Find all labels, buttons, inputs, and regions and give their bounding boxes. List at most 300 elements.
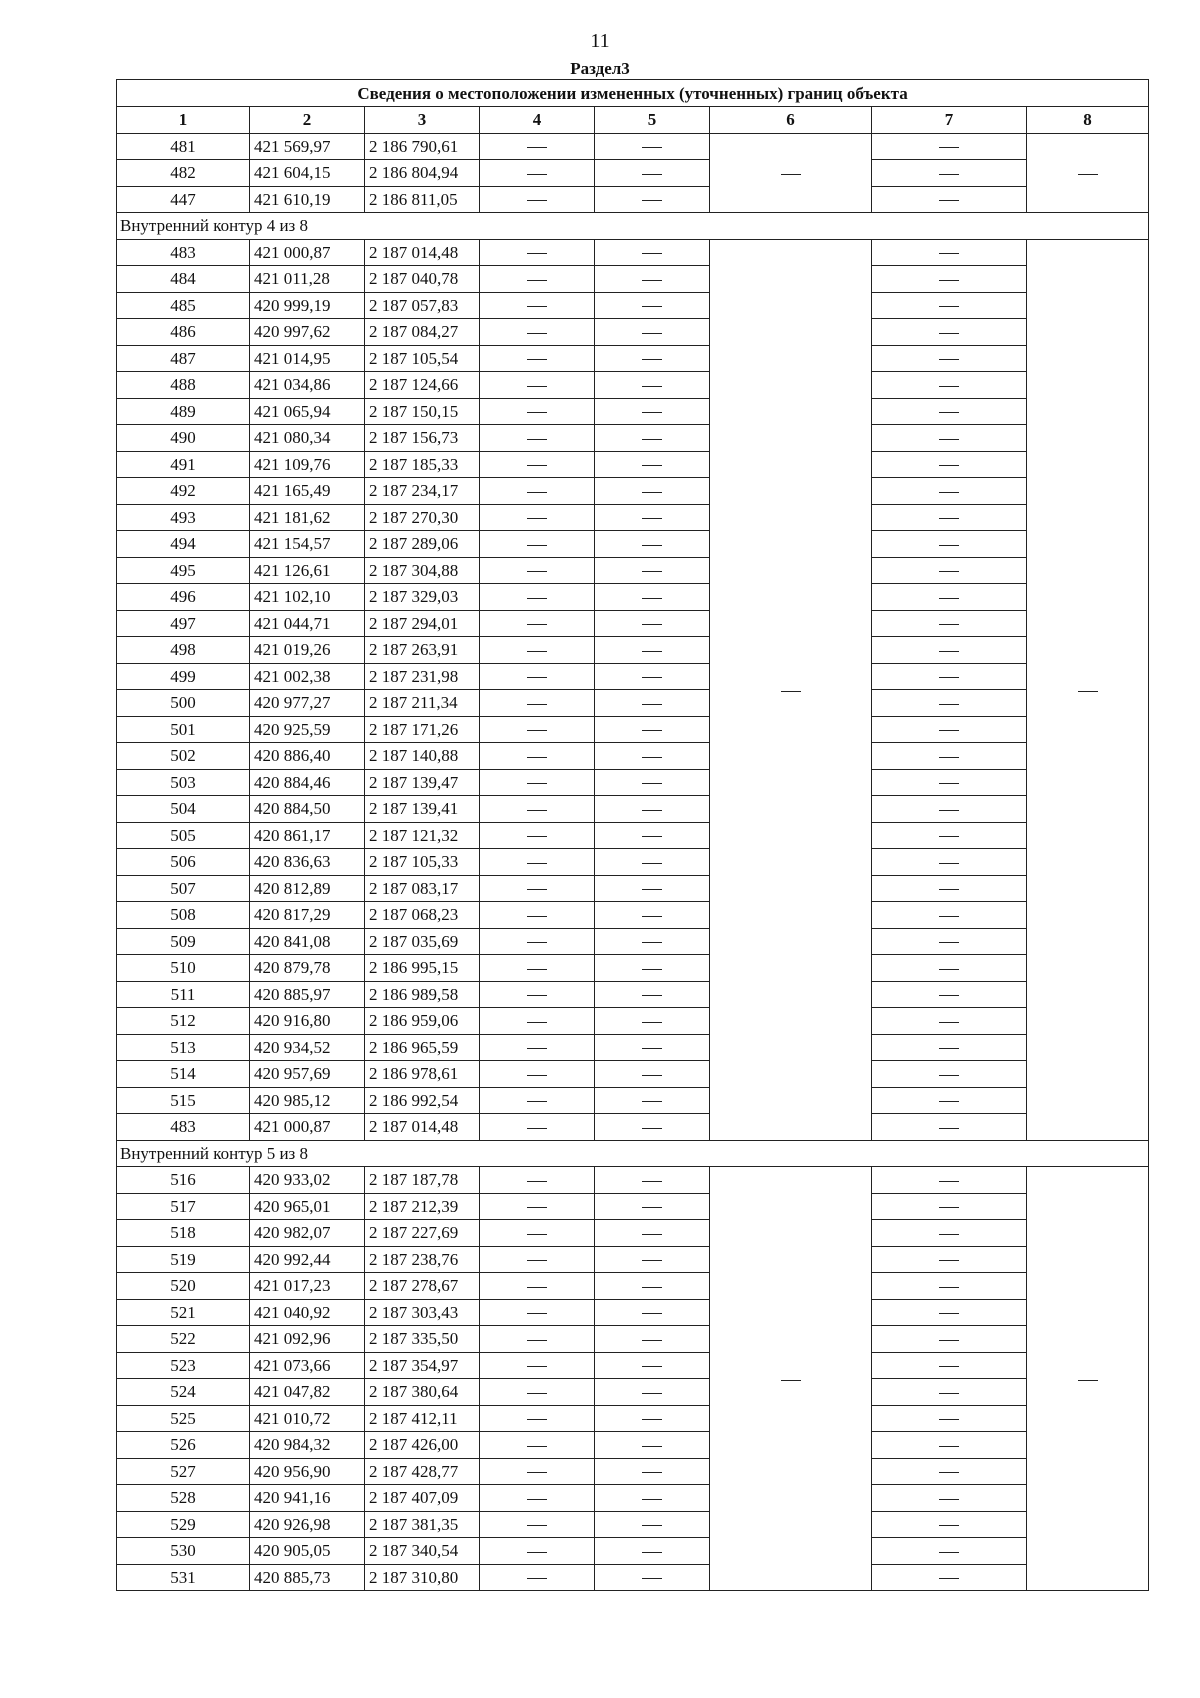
x-coordinate-cell: 420 956,90 [250, 1458, 365, 1485]
table-row [117, 1193, 1149, 1220]
y-coordinate-cell: 2 187 227,69 [365, 1220, 480, 1247]
dash-mark [527, 1022, 547, 1023]
empty-value-cell [480, 1564, 595, 1591]
point-number-cell: 487 [117, 345, 250, 372]
dash-mark [527, 783, 547, 784]
dash-mark [642, 1075, 662, 1076]
dash-mark [527, 386, 547, 387]
dash-mark [527, 465, 547, 466]
dash-mark [939, 810, 959, 811]
empty-value-cell [480, 398, 595, 425]
y-coordinate-cell: 2 187 231,98 [365, 663, 480, 690]
dash-mark [527, 1260, 547, 1261]
point-number-cell: 498 [117, 637, 250, 664]
y-coordinate-cell: 2 187 335,50 [365, 1326, 480, 1353]
empty-value-cell [595, 478, 710, 505]
column-header: 2 [250, 107, 365, 134]
dash-mark [939, 969, 959, 970]
y-coordinate-cell: 2 187 354,97 [365, 1352, 480, 1379]
empty-value-cell [872, 398, 1027, 425]
column-header: 6 [710, 107, 872, 134]
x-coordinate-cell: 421 000,87 [250, 239, 365, 266]
x-coordinate-cell: 420 861,17 [250, 822, 365, 849]
x-coordinate-cell: 420 916,80 [250, 1008, 365, 1035]
dash-mark [527, 1393, 547, 1394]
point-number-cell: 512 [117, 1008, 250, 1035]
empty-value-cell [480, 1034, 595, 1061]
empty-value-cell [480, 1352, 595, 1379]
x-coordinate-cell: 421 610,19 [250, 186, 365, 213]
empty-value-cell [480, 1167, 595, 1194]
dash-mark [1078, 174, 1098, 175]
empty-value-cell [872, 451, 1027, 478]
y-coordinate-cell: 2 187 185,33 [365, 451, 480, 478]
empty-value-cell [595, 319, 710, 346]
y-coordinate-cell: 2 187 014,48 [365, 239, 480, 266]
empty-value-cell [595, 451, 710, 478]
point-number-cell: 523 [117, 1352, 250, 1379]
point-number-cell: 481 [117, 133, 250, 160]
dash-mark [642, 492, 662, 493]
table-row [117, 398, 1149, 425]
point-number-cell: 447 [117, 186, 250, 213]
x-coordinate-cell: 420 965,01 [250, 1193, 365, 1220]
empty-value-cell [595, 1246, 710, 1273]
x-coordinate-cell: 420 992,44 [250, 1246, 365, 1273]
dash-mark [527, 1048, 547, 1049]
table-row [117, 1511, 1149, 1538]
table-row [117, 928, 1149, 955]
contour-header-row [117, 1140, 1149, 1167]
point-number-cell: 514 [117, 1061, 250, 1088]
x-coordinate-cell: 420 905,05 [250, 1538, 365, 1565]
y-coordinate-cell: 2 186 989,58 [365, 981, 480, 1008]
dash-mark [527, 942, 547, 943]
column-header: 7 [872, 107, 1027, 134]
point-number-cell: 493 [117, 504, 250, 531]
point-number-cell: 503 [117, 769, 250, 796]
dash-mark [642, 810, 662, 811]
empty-value-cell [595, 1564, 710, 1591]
x-coordinate-cell: 421 604,15 [250, 160, 365, 187]
empty-value-cell [480, 319, 595, 346]
empty-value-cell [595, 239, 710, 266]
dash-mark [642, 1287, 662, 1288]
dash-mark [527, 200, 547, 201]
y-coordinate-cell: 2 186 790,61 [365, 133, 480, 160]
empty-value-cell [480, 1299, 595, 1326]
dash-mark [939, 942, 959, 943]
dash-mark [939, 1207, 959, 1208]
dash-mark [527, 916, 547, 917]
dash-mark [527, 280, 547, 281]
x-coordinate-cell: 420 977,27 [250, 690, 365, 717]
dash-mark [1078, 1380, 1098, 1381]
empty-value-cell [595, 186, 710, 213]
table-row [117, 902, 1149, 929]
dash-mark [642, 518, 662, 519]
x-coordinate-cell: 421 000,87 [250, 1114, 365, 1141]
point-number-cell: 525 [117, 1405, 250, 1432]
point-number-cell: 507 [117, 875, 250, 902]
x-coordinate-cell: 421 044,71 [250, 610, 365, 637]
empty-value-cell [595, 584, 710, 611]
y-coordinate-cell: 2 187 303,43 [365, 1299, 480, 1326]
point-number-cell: 511 [117, 981, 250, 1008]
dash-mark [527, 1075, 547, 1076]
boundary-coordinates-table [116, 79, 1149, 1591]
dash-mark [642, 386, 662, 387]
dash-mark [642, 704, 662, 705]
dash-mark [527, 1181, 547, 1182]
table-row [117, 981, 1149, 1008]
table-row [117, 610, 1149, 637]
dash-mark [939, 704, 959, 705]
dash-mark [939, 1525, 959, 1526]
dash-mark [642, 995, 662, 996]
empty-value-cell [480, 955, 595, 982]
table-row [117, 637, 1149, 664]
dash-mark [642, 1366, 662, 1367]
x-coordinate-cell: 421 047,82 [250, 1379, 365, 1406]
empty-value-cell [595, 928, 710, 955]
dash-mark [527, 1472, 547, 1473]
point-number-cell: 519 [117, 1246, 250, 1273]
dash-mark [642, 1101, 662, 1102]
dash-mark [781, 691, 801, 692]
dash-mark [527, 545, 547, 546]
dash-mark [939, 1022, 959, 1023]
dash-mark [642, 1260, 662, 1261]
dash-mark [642, 306, 662, 307]
empty-value-cell [872, 1405, 1027, 1432]
dash-mark [527, 1552, 547, 1553]
dash-mark [939, 1048, 959, 1049]
point-number-cell: 518 [117, 1220, 250, 1247]
dash-mark [939, 518, 959, 519]
empty-value-cell [595, 1087, 710, 1114]
dash-mark [527, 624, 547, 625]
point-number-cell: 508 [117, 902, 250, 929]
point-number-cell: 526 [117, 1432, 250, 1459]
dash-mark [527, 757, 547, 758]
empty-value-cell [872, 1193, 1027, 1220]
x-coordinate-cell: 421 002,38 [250, 663, 365, 690]
dash-mark [642, 1393, 662, 1394]
empty-value-cell [595, 557, 710, 584]
y-coordinate-cell: 2 187 014,48 [365, 1114, 480, 1141]
table-row [117, 372, 1149, 399]
y-coordinate-cell: 2 187 238,76 [365, 1246, 480, 1273]
y-coordinate-cell: 2 187 407,09 [365, 1485, 480, 1512]
empty-value-cell [595, 1299, 710, 1326]
empty-value-cell [595, 1061, 710, 1088]
dash-mark [939, 1366, 959, 1367]
empty-value-cell [872, 504, 1027, 531]
dash-mark [642, 412, 662, 413]
dash-mark [642, 1234, 662, 1235]
table-row [117, 345, 1149, 372]
empty-value-cell [595, 610, 710, 637]
y-coordinate-cell: 2 187 289,06 [365, 531, 480, 558]
empty-value-cell [480, 1405, 595, 1432]
empty-value-cell [480, 531, 595, 558]
dash-mark [642, 598, 662, 599]
dash-mark [642, 1446, 662, 1447]
point-number-cell: 501 [117, 716, 250, 743]
dash-mark [781, 174, 801, 175]
point-number-cell: 483 [117, 239, 250, 266]
empty-value-cell [480, 1114, 595, 1141]
dash-mark [939, 1578, 959, 1579]
dash-mark [527, 677, 547, 678]
table-row [117, 319, 1149, 346]
empty-value-cell [872, 981, 1027, 1008]
empty-value-cell [872, 266, 1027, 293]
y-coordinate-cell: 2 187 150,15 [365, 398, 480, 425]
x-coordinate-cell: 420 886,40 [250, 743, 365, 770]
contour-label: Внутренний контур 4 из 8 [117, 213, 1149, 240]
y-coordinate-cell: 2 187 428,77 [365, 1458, 480, 1485]
empty-value-cell [595, 1008, 710, 1035]
table-row [117, 1379, 1149, 1406]
dash-mark [939, 916, 959, 917]
empty-value-cell [872, 1273, 1027, 1300]
empty-value-cell [595, 849, 710, 876]
empty-value-cell [480, 292, 595, 319]
empty-value-cell [595, 1352, 710, 1379]
section-title: Раздел3 [570, 59, 630, 78]
empty-value-cell [872, 345, 1027, 372]
dash-mark [642, 677, 662, 678]
dash-mark [642, 1313, 662, 1314]
point-number-cell: 502 [117, 743, 250, 770]
dash-mark [642, 359, 662, 360]
empty-value-cell [480, 1432, 595, 1459]
dash-mark [527, 412, 547, 413]
empty-value-cell [595, 981, 710, 1008]
empty-value-cell [872, 1379, 1027, 1406]
empty-value-cell [872, 875, 1027, 902]
y-coordinate-cell: 2 187 083,17 [365, 875, 480, 902]
point-number-cell: 513 [117, 1034, 250, 1061]
empty-value-cell [480, 1379, 595, 1406]
empty-value-cell [872, 557, 1027, 584]
empty-value-cell [480, 160, 595, 187]
empty-value-cell [480, 372, 595, 399]
empty-value-cell [872, 796, 1027, 823]
column-header: 1 [117, 107, 250, 134]
empty-value-cell [480, 1485, 595, 1512]
dash-mark [642, 439, 662, 440]
x-coordinate-cell: 421 034,86 [250, 372, 365, 399]
empty-value-cell [710, 239, 872, 1140]
dash-mark [527, 1578, 547, 1579]
empty-value-cell [595, 292, 710, 319]
point-number-cell: 482 [117, 160, 250, 187]
table-row [117, 1034, 1149, 1061]
y-coordinate-cell: 2 186 995,15 [365, 955, 480, 982]
y-coordinate-cell: 2 186 959,06 [365, 1008, 480, 1035]
empty-value-cell [872, 928, 1027, 955]
dash-mark [1078, 691, 1098, 692]
point-number-cell: 504 [117, 796, 250, 823]
dash-mark [642, 147, 662, 148]
y-coordinate-cell: 2 187 294,01 [365, 610, 480, 637]
table-caption: Сведения о местоположении измененных (уточненных) границ объекта [117, 80, 1149, 107]
dash-mark [939, 1499, 959, 1500]
table-row [117, 160, 1149, 187]
dash-mark [527, 571, 547, 572]
empty-value-cell [480, 902, 595, 929]
x-coordinate-cell: 420 997,62 [250, 319, 365, 346]
empty-value-cell [872, 769, 1027, 796]
dash-mark [642, 280, 662, 281]
x-coordinate-cell: 421 011,28 [250, 266, 365, 293]
x-coordinate-cell: 420 982,07 [250, 1220, 365, 1247]
empty-value-cell [595, 1193, 710, 1220]
dash-mark [642, 1128, 662, 1129]
empty-value-cell [480, 796, 595, 823]
empty-value-cell [595, 1326, 710, 1353]
dash-mark [939, 1393, 959, 1394]
dash-mark [527, 730, 547, 731]
y-coordinate-cell: 2 187 156,73 [365, 425, 480, 452]
y-coordinate-cell: 2 187 426,00 [365, 1432, 480, 1459]
empty-value-cell [595, 504, 710, 531]
column-header: 3 [365, 107, 480, 134]
empty-value-cell [480, 822, 595, 849]
point-number-cell: 516 [117, 1167, 250, 1194]
x-coordinate-cell: 421 109,76 [250, 451, 365, 478]
dash-mark [642, 836, 662, 837]
empty-value-cell [480, 186, 595, 213]
dash-mark [939, 783, 959, 784]
x-coordinate-cell: 420 984,32 [250, 1432, 365, 1459]
y-coordinate-cell: 2 186 992,54 [365, 1087, 480, 1114]
empty-value-cell [872, 1087, 1027, 1114]
dash-mark [527, 1207, 547, 1208]
empty-value-cell [872, 1008, 1027, 1035]
dash-mark [527, 1101, 547, 1102]
empty-value-cell [480, 1458, 595, 1485]
dash-mark [642, 1472, 662, 1473]
dash-mark [642, 783, 662, 784]
dash-mark [939, 386, 959, 387]
empty-value-cell [480, 584, 595, 611]
point-number-cell: 489 [117, 398, 250, 425]
empty-value-cell [480, 1087, 595, 1114]
table-row [117, 1352, 1149, 1379]
empty-value-cell [595, 1034, 710, 1061]
dash-mark [939, 598, 959, 599]
dash-mark [939, 465, 959, 466]
x-coordinate-cell: 420 841,08 [250, 928, 365, 955]
dash-mark [527, 1340, 547, 1341]
y-coordinate-cell: 2 186 811,05 [365, 186, 480, 213]
y-coordinate-cell: 2 187 084,27 [365, 319, 480, 346]
x-coordinate-cell: 420 812,89 [250, 875, 365, 902]
point-number-cell: 517 [117, 1193, 250, 1220]
x-coordinate-cell: 420 926,98 [250, 1511, 365, 1538]
dash-mark [527, 651, 547, 652]
dash-mark [527, 810, 547, 811]
point-number-cell: 515 [117, 1087, 250, 1114]
empty-value-cell [595, 1432, 710, 1459]
x-coordinate-cell: 420 999,19 [250, 292, 365, 319]
dash-mark [939, 730, 959, 731]
empty-value-cell [872, 1061, 1027, 1088]
dash-mark [642, 942, 662, 943]
empty-value-cell [480, 981, 595, 1008]
x-coordinate-cell: 420 836,63 [250, 849, 365, 876]
dash-mark [642, 1048, 662, 1049]
empty-value-cell [480, 557, 595, 584]
dash-mark [939, 863, 959, 864]
empty-value-cell [480, 928, 595, 955]
empty-value-cell [872, 1114, 1027, 1141]
dash-mark [939, 1287, 959, 1288]
empty-value-cell [595, 266, 710, 293]
empty-value-cell [872, 292, 1027, 319]
empty-value-cell [872, 531, 1027, 558]
empty-value-cell [872, 319, 1027, 346]
y-coordinate-cell: 2 187 329,03 [365, 584, 480, 611]
point-number-cell: 509 [117, 928, 250, 955]
empty-value-cell [595, 743, 710, 770]
empty-value-cell [872, 1167, 1027, 1194]
empty-value-cell [480, 663, 595, 690]
empty-value-cell [480, 345, 595, 372]
empty-value-cell [872, 1326, 1027, 1353]
empty-value-cell [480, 769, 595, 796]
dash-mark [939, 439, 959, 440]
dash-mark [527, 704, 547, 705]
dash-mark [642, 916, 662, 917]
x-coordinate-cell: 421 126,61 [250, 557, 365, 584]
point-number-cell: 483 [117, 1114, 250, 1141]
y-coordinate-cell: 2 187 105,54 [365, 345, 480, 372]
x-coordinate-cell: 421 102,10 [250, 584, 365, 611]
empty-value-cell [480, 610, 595, 637]
table-row [117, 743, 1149, 770]
dash-mark [527, 1525, 547, 1526]
x-coordinate-cell: 420 933,02 [250, 1167, 365, 1194]
x-coordinate-cell: 420 941,16 [250, 1485, 365, 1512]
dash-mark [939, 147, 959, 148]
dash-mark [527, 492, 547, 493]
empty-value-cell [872, 186, 1027, 213]
empty-value-cell [872, 584, 1027, 611]
y-coordinate-cell: 2 187 310,80 [365, 1564, 480, 1591]
x-coordinate-cell: 420 879,78 [250, 955, 365, 982]
dash-mark [527, 1499, 547, 1500]
empty-value-cell [872, 955, 1027, 982]
x-coordinate-cell: 420 925,59 [250, 716, 365, 743]
dash-mark [939, 1101, 959, 1102]
empty-value-cell [480, 1326, 595, 1353]
dash-mark [642, 730, 662, 731]
table-row [117, 955, 1149, 982]
empty-value-cell [872, 425, 1027, 452]
dash-mark [939, 1128, 959, 1129]
dash-mark [527, 1234, 547, 1235]
y-coordinate-cell: 2 187 380,64 [365, 1379, 480, 1406]
point-number-cell: 495 [117, 557, 250, 584]
dash-mark [939, 836, 959, 837]
dash-mark [527, 598, 547, 599]
x-coordinate-cell: 421 019,26 [250, 637, 365, 664]
